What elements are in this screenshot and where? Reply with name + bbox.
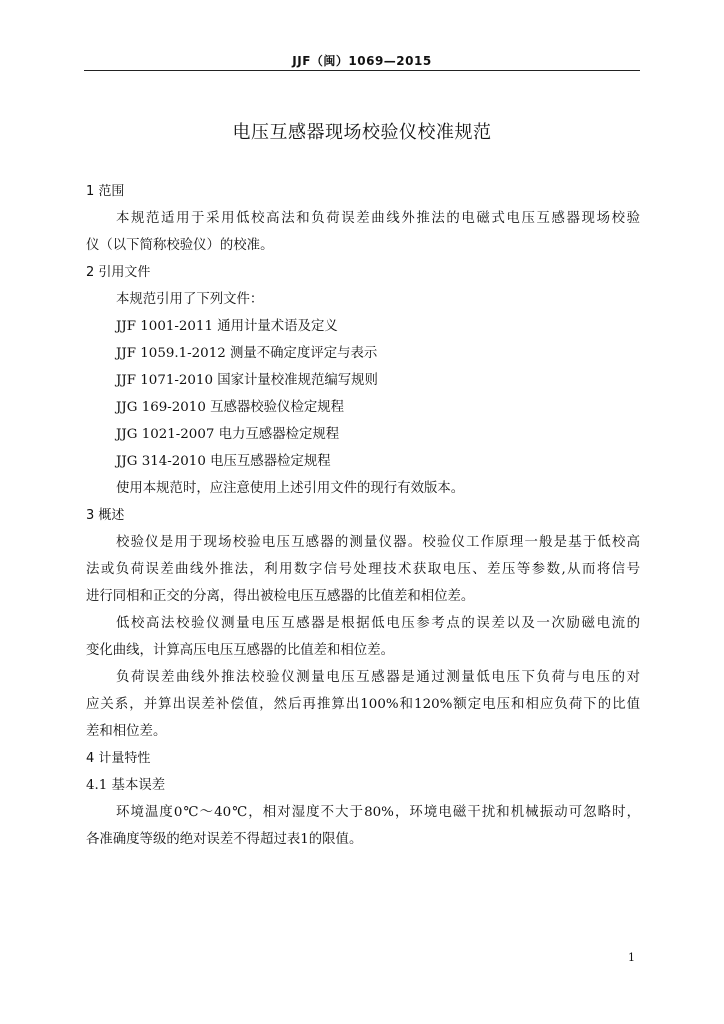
section-3-paragraph-line: 负荷误差曲线外推法校验仪测量电压互感器是通过测量低电压下负荷与电压的对	[116, 670, 640, 685]
section-3-paragraph-line: 变化曲线，计算高压电压互感器的比值差和相位差。	[86, 643, 394, 658]
document-body	[86, 178, 640, 853]
section-3-paragraph-line: 应关系，并算出误差补偿值，然后再推算出100%和120%额定电压和相应负荷下的比值	[86, 697, 640, 712]
reference-item: JJF 1059.1-2012 测量不确定度评定与表示	[116, 346, 378, 361]
section-3-paragraph-line: 法或负荷误差曲线外推法，利用数字信号处理技术获取电压、差压等参数,从而将信号	[86, 562, 640, 577]
section-3-paragraph-line: 进行同相和正交的分离，得出被检电压互感器的比值差和相位差。	[86, 589, 475, 604]
section-2-note: 使用本规范时，应注意使用上述引用文件的现行有效版本。	[116, 481, 465, 496]
section-3-paragraph-line: 差和相位差。	[86, 724, 167, 739]
section-4-heading: 4 计量特性	[86, 751, 151, 766]
reference-item: JJF 1071-2010 国家计量校准规范编写规则	[116, 373, 378, 388]
document-title: 电压互感器现场校验仪校准规范	[232, 122, 492, 143]
page-number: 1	[628, 951, 635, 964]
reference-item: JJG 169-2010 互感器校验仪检定规程	[116, 400, 345, 415]
section-1-paragraph-line: 本规范适用于采用低校高法和负荷误差曲线外推法的电磁式电压互感器现场校验	[116, 211, 640, 226]
header-divider	[84, 70, 640, 71]
reference-item: JJG 314-2010 电压互感器检定规程	[116, 454, 331, 469]
section-3-paragraph-line: 低校高法校验仪测量电压互感器是根据低电压参考点的误差以及一次励磁电流的	[116, 616, 640, 631]
section-2-heading: 2 引用文件	[86, 265, 151, 280]
section-3-paragraph-line: 校验仪是用于现场校验电压互感器的测量仪器。校验仪工作原理一般是基于低校高	[116, 535, 640, 550]
section-1-heading: 1 范围	[86, 184, 125, 199]
section-2-intro: 本规范引用了下列文件：	[116, 292, 264, 307]
section-3-heading: 3 概述	[86, 508, 125, 523]
reference-item: JJF 1001-2011 通用计量术语及定义	[116, 319, 338, 334]
reference-item: JJG 1021-2007 电力互感器检定规程	[116, 427, 340, 442]
subsection-4-1-paragraph-line: 环境温度0℃～40℃，相对湿度不大于80%，环境电磁干扰和机械振动可忽略时，	[116, 805, 640, 820]
section-1-paragraph-line: 仪（以下简称校验仪）的校准。	[86, 238, 274, 253]
standard-code-header: JJF（闽）1069—2015	[292, 54, 432, 68]
subsection-4-1-heading: 4.1 基本误差	[86, 778, 166, 793]
subsection-4-1-paragraph-line: 各准确度等级的绝对误差不得超过表1的限值。	[86, 832, 363, 847]
